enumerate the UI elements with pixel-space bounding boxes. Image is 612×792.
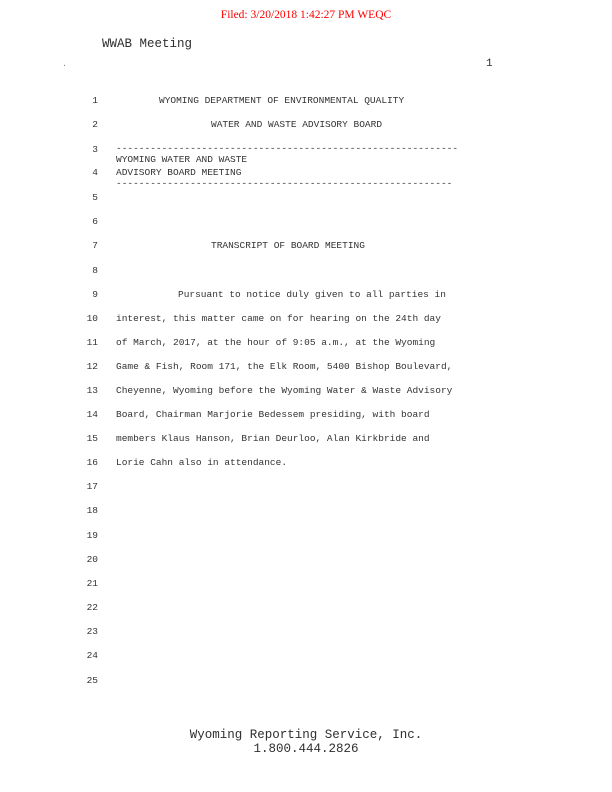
line-number: 20 (86, 554, 98, 565)
line-number: 11 (86, 337, 98, 348)
line-number: 1 (92, 95, 98, 106)
line-number: 10 (86, 313, 98, 324)
board-title: WATER AND WASTE ADVISORY BOARD (211, 119, 383, 130)
page-number: 1 (486, 58, 493, 70)
line-number: 2 (92, 119, 98, 130)
body-line-14: Board, Chairman Marjorie Bedessem presiding, with board (116, 409, 430, 420)
line-number: 17 (86, 481, 98, 492)
line-number: 18 (86, 505, 98, 516)
case-caption-line-1: WYOMING WATER AND WASTE (116, 154, 248, 165)
line-number: 24 (86, 650, 98, 661)
line-number: 22 (86, 602, 98, 613)
line-number: 25 (86, 675, 98, 686)
line-number: 23 (86, 626, 98, 637)
line-number: 7 (92, 240, 98, 251)
header-title: WWAB Meeting (102, 37, 193, 51)
body-line-10: interest, this matter came on for hearing on the 24th day (116, 313, 441, 324)
body-line-13: Cheyenne, Wyoming before the Wyoming Water & Waste Advisory (116, 385, 453, 396)
line-number: 12 (86, 361, 98, 372)
body-line-9: Pursuant to notice duly given to all parties in (178, 289, 446, 300)
line-number: 4 (92, 167, 98, 178)
line-number: 8 (92, 265, 98, 276)
body-line-16: Lorie Cahn also in attendance. (116, 457, 288, 468)
line-number: 14 (86, 409, 98, 420)
separator-top: ------------------------------------------------------------ (116, 143, 459, 154)
line-number: 15 (86, 433, 98, 444)
margin-dot: . (62, 60, 67, 69)
line-number: 16 (86, 457, 98, 468)
line-number: 3 (92, 144, 98, 155)
line-number: 9 (92, 289, 98, 300)
line-number: 21 (86, 578, 98, 589)
body-line-12: Game & Fish, Room 171, the Elk Room, 5400 Bishop Boulevard, (116, 361, 453, 372)
line-number: 5 (92, 192, 98, 203)
transcript-title: TRANSCRIPT OF BOARD MEETING (211, 240, 365, 251)
filed-stamp: Filed: 3/20/2018 1:42:27 PM WEQC (220, 9, 392, 21)
footer-phone: 1.800.444.2826 (253, 742, 359, 756)
line-number: 13 (86, 385, 98, 396)
footer-company: Wyoming Reporting Service, Inc. (189, 728, 423, 742)
body-line-11: of March, 2017, at the hour of 9:05 a.m., at the Wyoming (116, 337, 436, 348)
line-number: 19 (86, 530, 98, 541)
agency-title: WYOMING DEPARTMENT OF ENVIRONMENTAL QUALITY (159, 95, 405, 106)
line-number: 6 (92, 216, 98, 227)
case-caption-line-2: ADVISORY BOARD MEETING (116, 167, 242, 178)
separator-bottom: ----------------------------------------------------------- (116, 178, 453, 189)
body-line-15: members Klaus Hanson, Brian Deurloo, Alan Kirkbride and (116, 433, 430, 444)
